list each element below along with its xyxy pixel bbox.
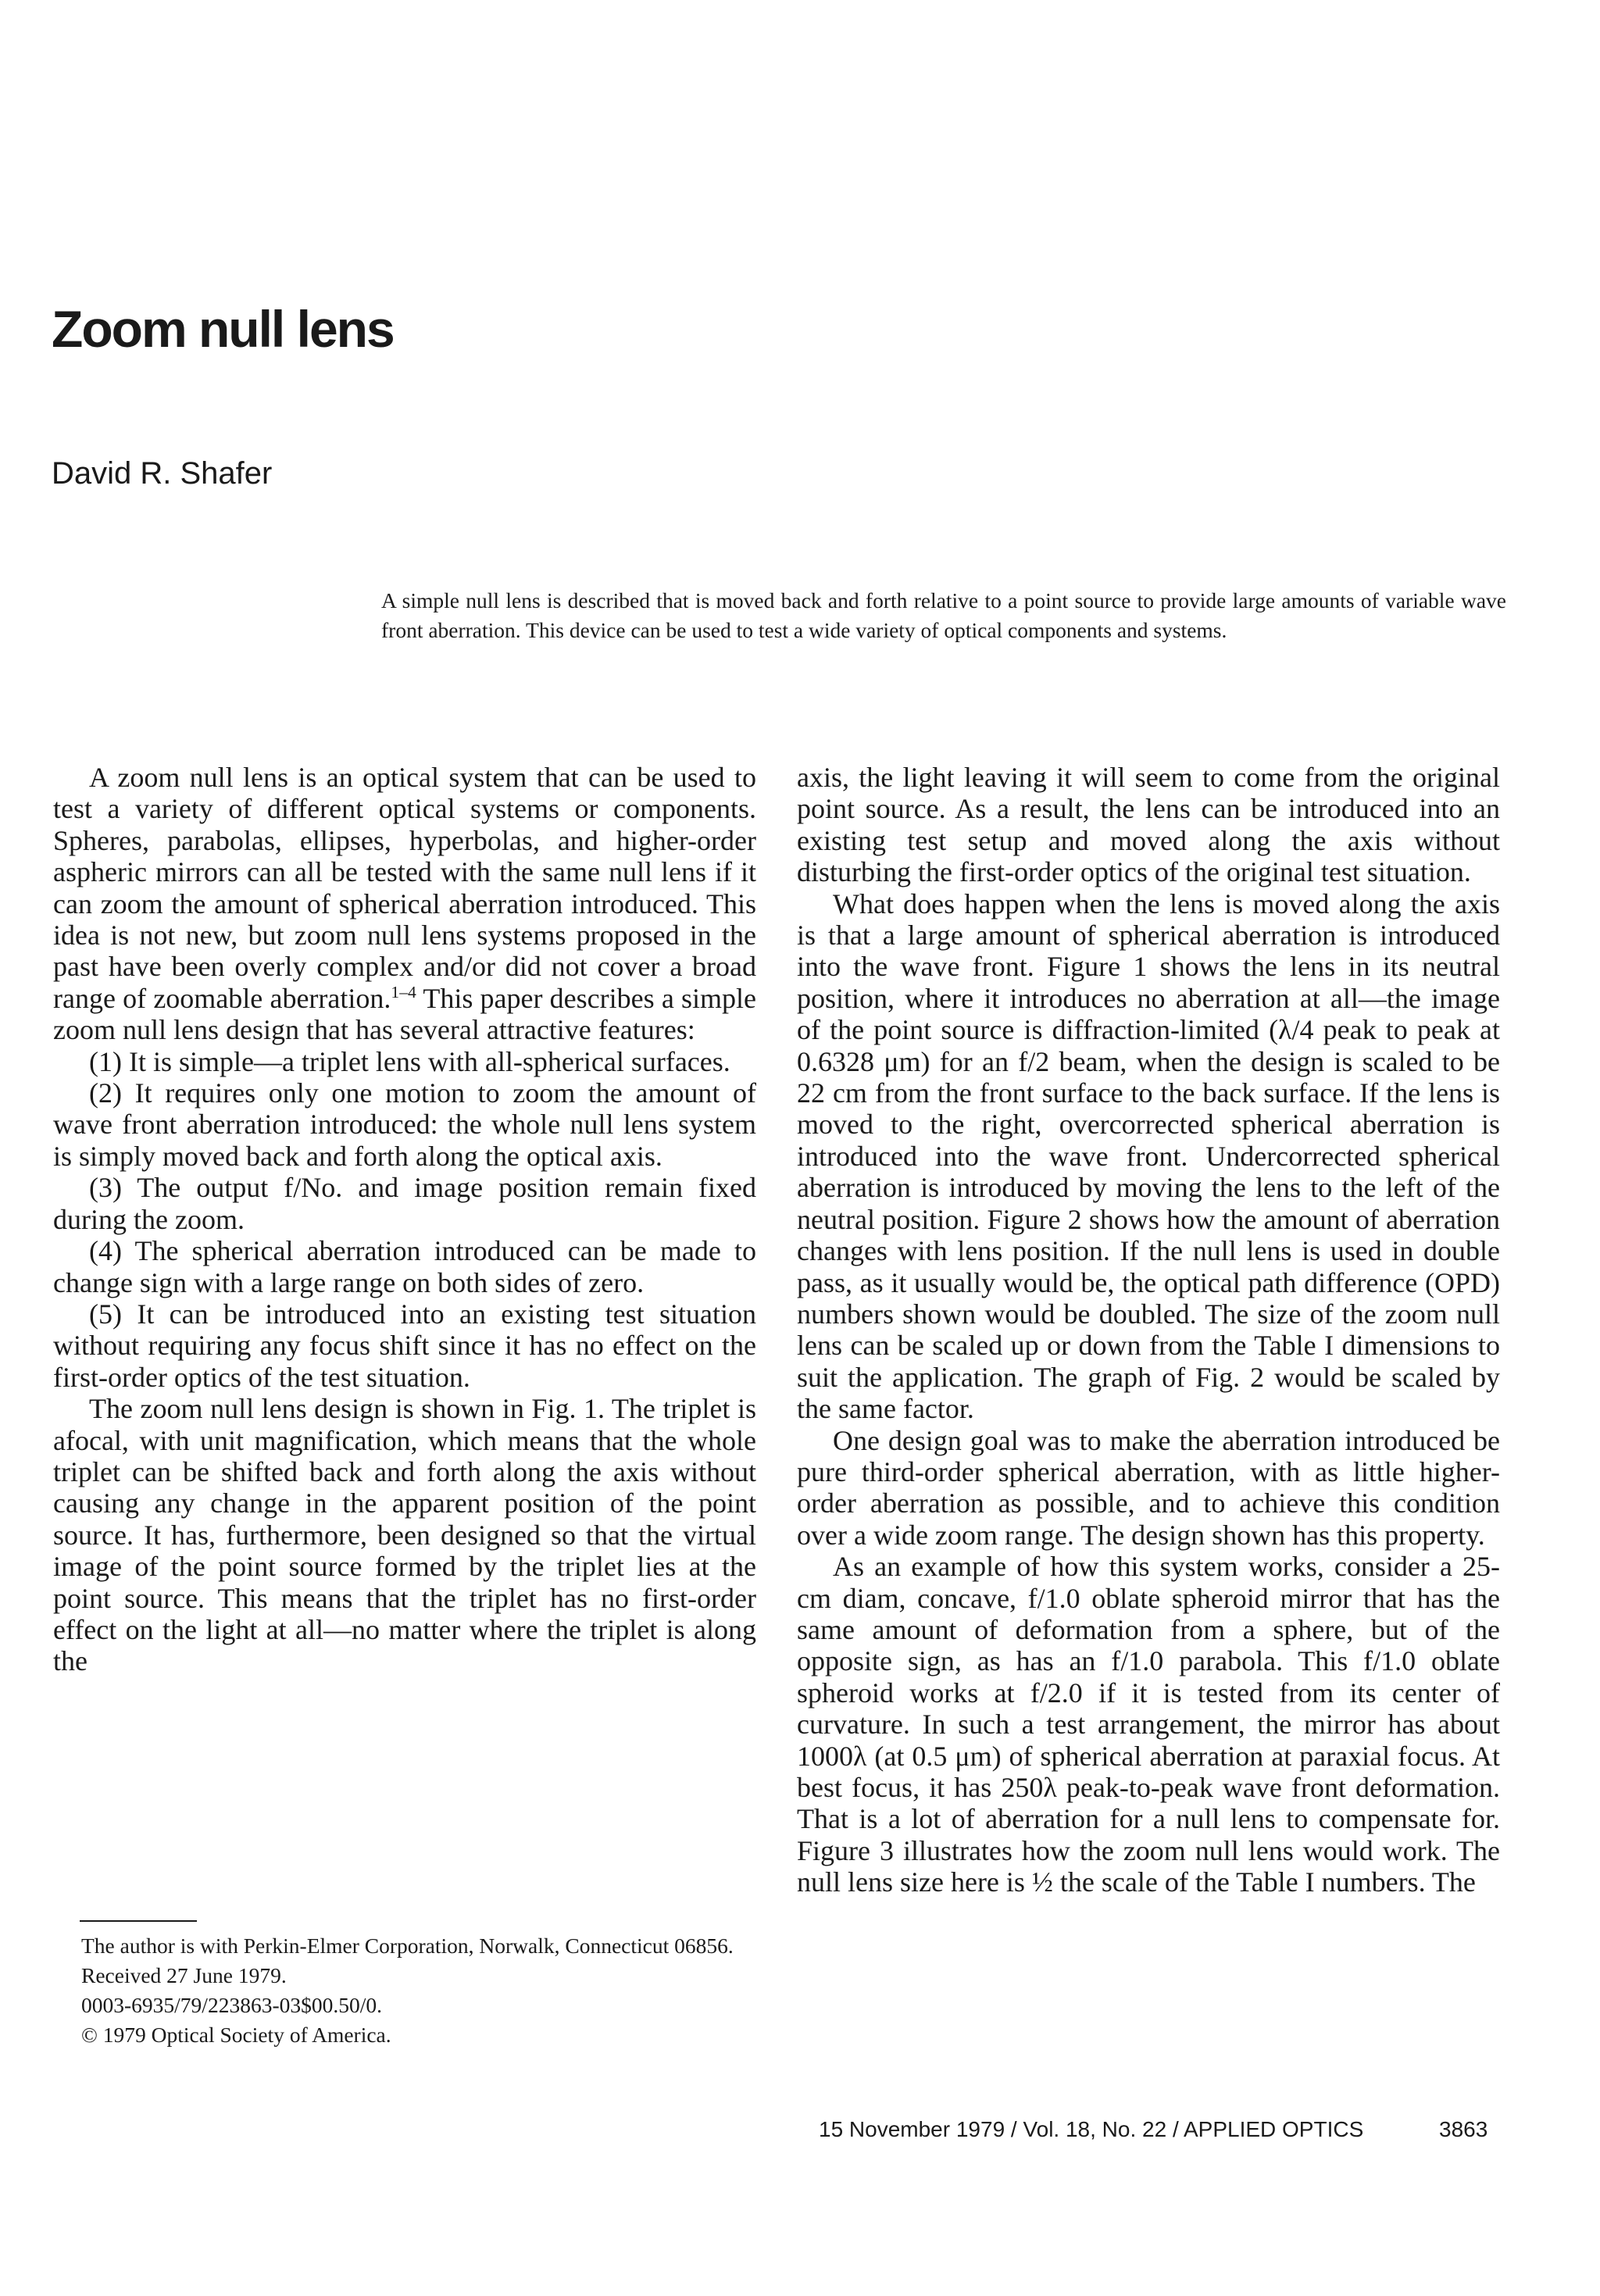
aberration-paragraph: What does happen when the lens is moved along the axis is that a large amount of spherical aberration is introduced into the wave front. Figure 1 shows the lens in its neutral position, where it introduces no aberration at all—the image of the point source is diffraction-limited (λ/4 peak to peak at 0.6328 μm) for an f/2 beam, when the design is scaled to be 22 cm from the front surface to the back surface. If the lens is moved to the right, overcorrected spherical aberration is introduced into the wave front. Undercorrected spherical aberration is introduced by moving the lens to the left of the neutral position. Figure 2 shows how the amount of aberration changes with lens position. If the null lens is used in double pass, as it usually would be, the optical path difference (OPD) numbers shown would be doubled. The size of the zoom null lens can be scaled up or down from the Table I dimensions to suit the application. The graph of Fig. 2 would be scaled by the same factor.	[797, 887, 1500, 1425]
body-column-right	[797, 762, 1500, 1898]
feature-item-4: (4) The spherical aberration introduced can be made to change sign with a large range on both sides of zero.	[53, 1235, 756, 1298]
feature-item-3: (3) The output f/No. and image position remain fixed during the zoom.	[53, 1172, 756, 1235]
author-name: David R. Shafer	[52, 456, 273, 491]
design-goal-paragraph: One design goal was to make the aberration introduced be pure third-order spherical aberration, with as little higher-order aberration as possible, and to achieve this condition over a wide zoom range. The design shown has this property.	[797, 1424, 1500, 1551]
design-paragraph: The zoom null lens design is shown in Fig. 1. The triplet is afocal, with unit magnification, which means that the whole triplet can be shifted back and forth along the axis without causing any change in the apparent position of the point source. It has, furthermore, been designed so that the virtual image of the point source formed by the triplet lies at the point source. This means that the triplet has no first-order effect on the light at all—no matter where the triplet is along the	[53, 1393, 756, 1677]
footnote-divider	[80, 1920, 197, 1922]
feature-item-1: (1) It is simple—a triplet lens with all-spherical surfaces.	[89, 1045, 730, 1077]
page-number: 3863	[1439, 2117, 1488, 2141]
footnote-affiliation: The author is with Perkin-Elmer Corporation, Norwalk, Connecticut 06856.	[81, 1934, 734, 1958]
article-title: Zoom null lens	[52, 300, 394, 358]
feature-item-5: (5) It can be introduced into an existing test situation without requiring any focus shift since it has no effect on the first-order optics of the test situation.	[53, 1298, 756, 1393]
body-column-left	[53, 762, 756, 1677]
intro-paragraph: A zoom null lens is an optical system that can be used to test a variety of different optical systems or components. Spheres, parabolas, ellipses, hyperbolas, and higher-order aspheric mirrors can all be tested with the same null lens if it can zoom the amount of spherical aberration introduced. This idea is not new, but zoom null lens systems proposed in the past have been overly complex and/or did not cover a broad range of zoomable aberration.$^{1-4}$ This paper describes a simple zoom null lens design that has several attractive features:	[53, 762, 756, 1046]
example-paragraph: As an example of how this system works, consider a 25-cm diam, concave, f/1.0 oblate spheroid mirror that has the same amount of deformation from a sphere, but of the opposite sign, as has an f/1.0 parabola. This f/1.0 oblate spheroid works at f/2.0 if it is tested from its center of curvature. In such a test arrangement, the mirror has about 1000λ (at 0.5 μm) of spherical aberration at paraxial focus. At best focus, it has 250λ peak-to-peak wave front deformation. That is a lot of aberration for a null lens to compensate for. Figure 3 illustrates how the zoom null lens would work. The null lens size here is ½ the scale of the Table I numbers. The	[797, 1551, 1500, 1898]
continuation-paragraph: axis, the light leaving it will seem to come from the original point source. As a result, the lens can be introduced into an existing test setup and moved along the axis without disturbing the first-order optics of the original test situation.	[797, 762, 1500, 888]
feature-item-2: (2) It requires only one motion to zoom the amount of wave front aberration introduced: the whole null lens system is simply moved back and forth along the optical axis.	[53, 1077, 756, 1172]
reference-marker: 1–4	[391, 982, 416, 1002]
footnote-copyright: © 1979 Optical Society of America.	[81, 2023, 391, 2047]
footnote-code: 0003-6935/79/223863-03$00.50/0.	[81, 1993, 382, 2017]
footnote-received: Received 27 June 1979.	[81, 1963, 287, 1987]
footnotes	[53, 1931, 756, 2050]
running-footer: 15 November 1979 / Vol. 18, No. 22 / APPLIED OPTICS	[819, 2117, 1364, 2141]
abstract: A simple null lens is described that is moved back and forth relative to a point source to provide large amounts of variable wave front aberration. This device can be used to test a wide variety of optical components and systems.	[381, 588, 1506, 642]
